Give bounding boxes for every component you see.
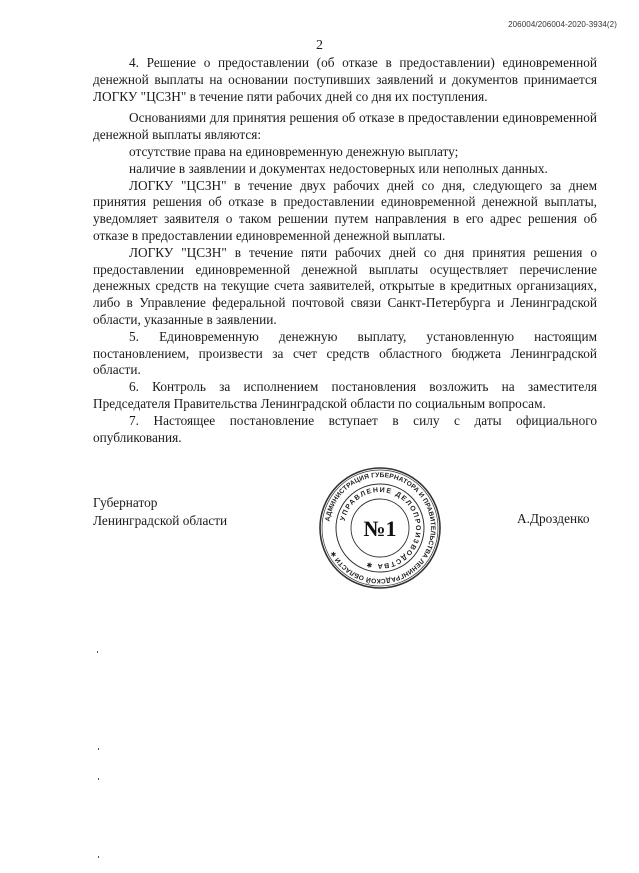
svg-text:УПРАВЛЕНИЕ ДЕЛОПРОИЗВОДСТВА ✱: УПРАВЛЕНИЕ ДЕЛОПРОИЗВОДСТВА ✱: [339, 486, 422, 570]
scan-speck: [98, 856, 99, 858]
signatory-name: А.Дрозденко: [517, 511, 590, 526]
paragraph-ground-2: наличие в заявлении и документах недостоверных или неполных данных.: [129, 160, 548, 176]
scan-speck: [97, 651, 98, 653]
signatory-title-line2: Ленинградской области: [93, 513, 228, 528]
document-body: [93, 55, 597, 446]
paragraph-ground-1: отсутствие права на единовременную денежную выплату;: [129, 143, 459, 159]
paragraph-transfer: ЛОГКУ "ЦСЗН" в течение пяти рабочих дней со дня принятия решения о предоставлении единовременной денежной выплаты осуществляет перечисление денежных средств на текущие счета заявителей, открытые в кредитных организациях, либо в Управление федеральной почтовой связи Санкт-Петербурга и Ленинградской области, указанные в заявлении.: [93, 244, 597, 327]
page-number: 2: [316, 38, 323, 53]
official-seal-stamp: [318, 466, 442, 590]
paragraph-notification: ЛОГКУ "ЦСЗН" в течение двух рабочих дней со дня, следующего за днем принятия решения об отказе в предоставлении единовременной денежной выплаты, уведомляет заявителя о таком решении путем направления в его адрес решения об отказе в предоставлении единовременной денежной выплаты.: [93, 177, 597, 243]
paragraph-6: 6. Контроль за исполнением постановления возложить на заместителя Председателя Правительства Ленинградской области по социальным вопросам.: [93, 379, 597, 411]
paragraph-4: 4. Решение о предоставлении (об отказе в предоставлении) единовременной денежной выплаты на основании поступивших заявлений и документов принимается ЛОГКУ "ЦСЗН" в течение пяти рабочих дней со дня их поступления.: [93, 55, 597, 104]
svg-text:№1: №1: [363, 516, 397, 541]
paragraph-refusal-grounds: Основаниями для принятия решения об отказе в предоставлении единовременной денежной выплаты являются:: [93, 110, 597, 143]
svg-text:АДМИНИСТРАЦИЯ ГУБЕРНАТОРА И ПР: АДМИНИСТРАЦИЯ ГУБЕРНАТОРА И ПРАВИТЕЛЬСТВА ЛЕНИНГРАДСКОЙ ОБЛАСТИ ✱: [324, 471, 437, 585]
signatory-title: [93, 494, 227, 530]
scan-speck: [98, 778, 99, 780]
signatory-title-line1: Губернатор: [93, 495, 158, 510]
paragraph-7: 7. Настоящее постановление вступает в силу с даты официального опубликования.: [93, 412, 597, 445]
paragraph-5: 5. Единовременную денежную выплату, установленную настоящим постановлением, произвести за счет средств областного бюджета Ленинградской области.: [93, 328, 597, 378]
scan-speck: [98, 748, 99, 750]
document-number: 206004/206004-2020-3934(2): [508, 20, 617, 29]
